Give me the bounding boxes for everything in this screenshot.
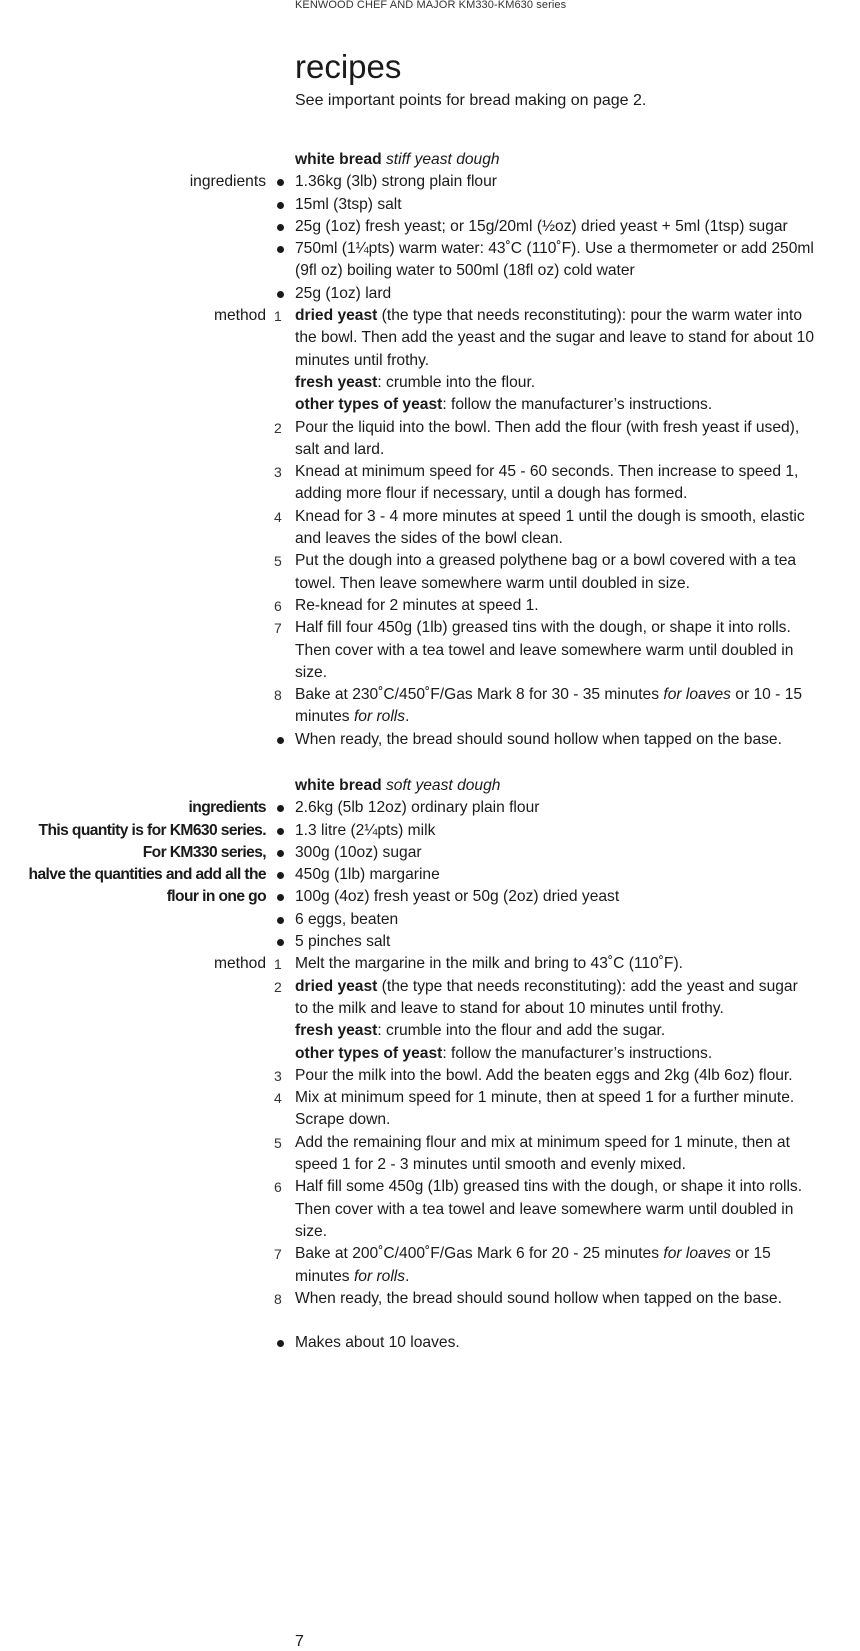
step-text: Knead for 3 - 4 more minutes at speed 1 until the dough is smooth, elastic	[295, 507, 805, 525]
method-line	[0, 640, 860, 662]
step-text: adding more flour if necessary, until a dough has formed.	[295, 485, 688, 503]
method-line	[0, 1109, 860, 1131]
spacer-line	[0, 1310, 860, 1332]
ingredient-line	[0, 931, 860, 953]
recipe-stiff-dough	[0, 149, 860, 751]
step-number: 2	[274, 978, 282, 995]
ingredient-item: 2.6kg (5lb 12oz) ordinary plain flour	[295, 799, 540, 817]
step-text: or 15	[730, 1245, 771, 1263]
recipe-heading	[0, 149, 860, 171]
recipe-soft-dough	[0, 775, 860, 1355]
step-text: Half fill four 450g (1lb) greased tins with the dough, or shape it into rolls.	[295, 619, 791, 637]
ingredient-line	[0, 820, 860, 842]
ingredient-item: 1.36kg (3lb) strong plain flour	[295, 173, 497, 191]
method-line	[0, 998, 860, 1020]
method-line	[0, 1221, 860, 1243]
step-bold: other types of yeast	[295, 396, 443, 414]
method-line	[0, 1065, 860, 1087]
bullet-icon	[277, 202, 284, 209]
step-bold: other types of yeast	[295, 1044, 443, 1062]
step-text: size.	[295, 1222, 328, 1240]
ingredient-line	[0, 864, 860, 886]
step-number: 5	[274, 553, 282, 570]
quantity-note: For KM330 series,	[142, 843, 266, 861]
step-text: minutes	[295, 708, 354, 726]
ingredient-line	[0, 260, 860, 282]
recipe-variant: stiff yeast dough	[386, 151, 500, 168]
ingredient-item: 5 pinches salt	[295, 933, 391, 951]
step-number: 2	[274, 419, 282, 436]
ingredient-line	[0, 797, 860, 819]
step-text: : crumble into the flour and add the sugar.	[377, 1022, 666, 1040]
method-line	[0, 1043, 860, 1065]
step-number: 3	[274, 464, 282, 481]
ingredient-item-cont: (9fl oz) boiling water to 500ml (18fl oz) cold water	[295, 262, 635, 280]
method-line	[0, 595, 860, 617]
method-line	[0, 372, 860, 394]
ingredient-line	[0, 283, 860, 305]
bullet-icon	[277, 939, 284, 946]
step-text: Bake at 230˚C/450˚F/Gas Mark 8 for 30 - 35 minutes	[295, 686, 664, 704]
method-line	[0, 706, 860, 728]
ingredient-line	[0, 238, 860, 260]
method-line	[0, 617, 860, 639]
method-line	[0, 1288, 860, 1310]
quantity-note: flour in one go	[166, 888, 266, 906]
step-text: (the type that needs reconstituting): pour the warm water into	[377, 307, 803, 325]
method-line	[0, 350, 860, 372]
bullet-icon	[277, 894, 284, 901]
ingredient-item: 1.3 litre (2¼pts) milk	[295, 821, 436, 839]
method-line	[0, 1087, 860, 1109]
method-line	[0, 1132, 860, 1154]
ingredient-item: 750ml (1¼pts) warm water: 43˚C (110˚F). Use a thermometer or add 250ml	[295, 240, 814, 258]
quantity-note: halve the quantities and add all the	[28, 866, 266, 884]
step-text: Put the dough into a greased polythene bag or a bowl covered with a tea	[295, 552, 797, 570]
bullet-icon	[277, 805, 284, 812]
step-number: 7	[274, 620, 282, 637]
method-line	[0, 1176, 860, 1198]
ingredients-label: ingredients	[189, 173, 266, 191]
step-text: minutes	[295, 1267, 354, 1285]
step-number: 8	[274, 1290, 282, 1307]
method-line	[0, 729, 860, 751]
step-text: : crumble into the flour.	[377, 373, 536, 391]
page-number: 7	[295, 1633, 304, 1650]
step-number: 5	[274, 1134, 282, 1151]
ingredient-item: 25g (1oz) lard	[295, 284, 392, 302]
step-text: When ready, the bread should sound hollow when tapped on the base.	[295, 1289, 782, 1307]
step-italic: for loaves	[663, 686, 731, 704]
step-text: or 10 - 15	[730, 686, 803, 704]
step-italic: for loaves	[663, 1245, 731, 1263]
yield-note: Makes about 10 loaves.	[295, 1334, 460, 1352]
step-text: Knead at minimum speed for 45 - 60 seconds. Then increase to speed 1,	[295, 463, 799, 481]
method-line	[0, 976, 860, 998]
page-subtitle: See important points for bread making on page 2.	[295, 92, 647, 109]
method-line	[0, 662, 860, 684]
step-text: Then cover with a tea towel and leave somewhere warm until doubled in	[295, 641, 794, 659]
ingredient-item: 25g (1oz) fresh yeast; or 15g/20ml (½oz) dried yeast + 5ml (1tsp) sugar	[295, 217, 788, 235]
method-line	[0, 1266, 860, 1288]
step-text: Pour the milk into the bowl. Add the beaten eggs and 2kg (4lb 6oz) flour.	[295, 1066, 793, 1084]
step-italic: for rolls	[353, 708, 406, 726]
method-line	[0, 483, 860, 505]
method-line	[0, 550, 860, 572]
ingredient-item: 15ml (3tsp) salt	[295, 195, 402, 213]
method-line	[0, 417, 860, 439]
recipe-variant: soft yeast dough	[386, 777, 501, 794]
step-number: 8	[274, 687, 282, 704]
recipe-name: white bread	[295, 151, 382, 168]
step-number: 1	[274, 956, 282, 973]
ingredient-item: 300g (10oz) sugar	[295, 843, 422, 861]
bullet-icon	[277, 1340, 284, 1347]
step-text: Melt the margarine in the milk and bring to 43˚C (110˚F).	[295, 955, 683, 973]
method-line	[0, 439, 860, 461]
step-text: Then cover with a tea towel and leave somewhere warm until doubled in	[295, 1200, 794, 1218]
step-text: salt and lard.	[295, 440, 385, 458]
method-label: method	[213, 955, 266, 973]
method-line	[0, 528, 860, 550]
method-line	[0, 1020, 860, 1042]
recipe-name: white bread	[295, 777, 382, 794]
step-number: 6	[274, 1179, 282, 1196]
step-number: 1	[274, 308, 282, 325]
method-line	[0, 1332, 860, 1354]
quantity-note: This quantity is for KM630 series.	[38, 821, 266, 839]
bullet-icon	[277, 246, 284, 253]
bullet-icon	[277, 872, 284, 879]
ingredient-line	[0, 886, 860, 908]
step-number: 6	[274, 597, 282, 614]
step-text: Scrape down.	[295, 1111, 391, 1129]
method-line	[0, 1199, 860, 1221]
step-text: towel. Then leave somewhere warm until doubled in size.	[295, 574, 690, 592]
step-bold: dried yeast	[295, 307, 378, 325]
bullet-icon	[277, 828, 284, 835]
method-line	[0, 1243, 860, 1265]
step-number: 7	[274, 1246, 282, 1263]
ingredient-line	[0, 216, 860, 238]
ingredient-line	[0, 194, 860, 216]
step-text: .	[405, 708, 410, 726]
method-line	[0, 506, 860, 528]
method-line	[0, 461, 860, 483]
ingredient-line	[0, 171, 860, 193]
step-text: size.	[295, 663, 328, 681]
bullet-icon	[277, 850, 284, 857]
step-text: and leaves the sides of the bowl clean.	[295, 530, 563, 548]
method-line	[0, 327, 860, 349]
step-text: Pour the liquid into the bowl. Then add the flour (with fresh yeast if used),	[295, 418, 800, 436]
method-line	[0, 394, 860, 416]
bullet-icon	[277, 179, 284, 186]
step-text: Mix at minimum speed for 1 minute, then at speed 1 for a further minute.	[295, 1089, 795, 1107]
bullet-icon	[277, 917, 284, 924]
ingredient-item: 450g (1lb) margarine	[295, 866, 440, 884]
step-italic: for rolls	[353, 1267, 406, 1285]
step-text: to the milk and leave to stand for about 10 minutes until frothy.	[295, 999, 724, 1017]
step-text: Add the remaining flour and mix at minimum speed for 1 minute, then at	[295, 1133, 790, 1151]
step-number: 4	[274, 1090, 282, 1107]
recipe-heading	[0, 775, 860, 797]
step-text: Re-knead for 2 minutes at speed 1.	[295, 596, 539, 614]
bullet-icon	[277, 224, 284, 231]
step-number: 4	[274, 508, 282, 525]
method-line	[0, 1154, 860, 1176]
ingredient-line	[0, 909, 860, 931]
bullet-icon	[277, 737, 284, 744]
ingredient-item: 100g (4oz) fresh yeast or 50g (2oz) dried yeast	[295, 888, 620, 906]
step-bold: dried yeast	[295, 977, 378, 995]
step-bold: fresh yeast	[295, 1022, 378, 1040]
bullet-icon	[277, 291, 284, 298]
method-line	[0, 305, 860, 327]
step-text: minutes until frothy.	[295, 351, 430, 369]
step-text: : follow the manufacturer’s instructions.	[442, 1044, 713, 1062]
step-text: When ready, the bread should sound hollow when tapped on the base.	[295, 730, 782, 748]
method-line	[0, 953, 860, 975]
method-line	[0, 573, 860, 595]
running-header: KENWOOD CHEF AND MAJOR KM330-KM630 series	[295, 0, 567, 11]
step-text: Half fill some 450g (1lb) greased tins with the dough, or shape it into rolls.	[295, 1178, 803, 1196]
method-label: method	[213, 307, 266, 325]
step-text: Bake at 200˚C/400˚F/Gas Mark 6 for 20 - 25 minutes	[295, 1245, 664, 1263]
step-text: the bowl. Then add the yeast and the sugar and leave to stand for about 10	[295, 329, 815, 347]
step-text: : follow the manufacturer’s instructions.	[442, 396, 713, 414]
step-bold: fresh yeast	[295, 373, 378, 391]
page-title: recipes	[295, 48, 402, 85]
step-text: speed 1 for 2 - 3 minutes until smooth and evenly mixed.	[295, 1156, 686, 1174]
step-text: (the type that needs reconstituting): add the yeast and sugar	[377, 977, 798, 995]
step-text: .	[405, 1267, 410, 1285]
ingredient-item: 6 eggs, beaten	[295, 910, 399, 928]
ingredient-line	[0, 842, 860, 864]
method-line	[0, 684, 860, 706]
step-number: 3	[274, 1067, 282, 1084]
ingredients-label: ingredients	[188, 799, 266, 817]
